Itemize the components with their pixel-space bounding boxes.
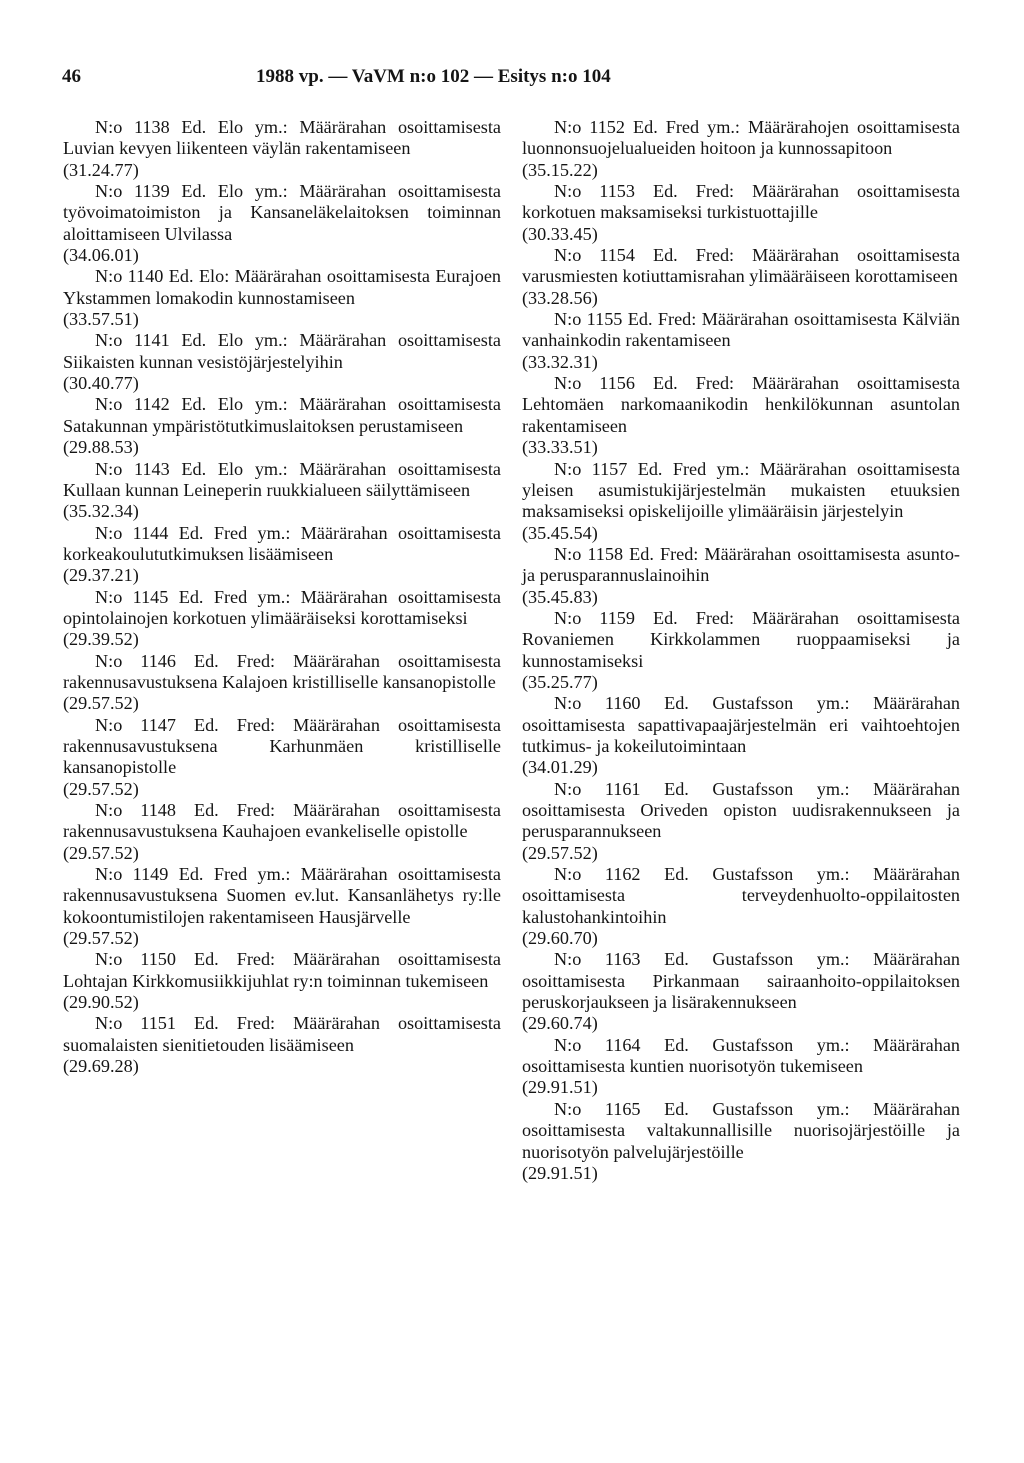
motion-entry: [522, 1099, 960, 1184]
budget-item-code: (34.01.29): [522, 757, 598, 778]
motion-entry: [63, 651, 501, 715]
motion-title: N:o 1165 Ed. Gustafsson ym.: Määrärahan osoittamisesta valtakunnallisille nuorisojärjestöille ja nuorisotyön palvelujärjestöille: [522, 1098, 960, 1162]
motion-title: N:o 1154 Ed. Fred: Määrärahan osoittamisesta varusmiesten kotiuttamisrahan ylimääräiseen korottamiseen: [522, 245, 960, 287]
motion-entry: [63, 266, 501, 330]
motion-entry: [63, 394, 501, 458]
motion-title: N:o 1144 Ed. Fred ym.: Määrärahan osoittamisesta korkeakoulututkimuksen lisäämiseen: [63, 522, 501, 564]
motion-title: N:o 1145 Ed. Fred ym.: Määrärahan osoittamisesta opintolainojen korkotuen ylimääräiseksi korottamiseksi: [63, 586, 501, 628]
motion-entry: [522, 181, 960, 245]
budget-item-code: (29.91.51): [522, 1162, 598, 1183]
motion-entry: [63, 949, 501, 1013]
motion-entry: [522, 309, 960, 373]
motion-entry: [522, 544, 960, 608]
budget-item-code: (33.57.51): [63, 309, 139, 330]
motion-entry: [522, 693, 960, 778]
budget-item-code: (29.37.21): [63, 565, 139, 586]
motion-entry: [63, 459, 501, 523]
motion-title: N:o 1160 Ed. Gustafsson ym.: Määrärahan osoittamisesta sapattivapaajärjestelmän eri vaihtoehtojen tutkimus- ja kokeilutoimintaan: [522, 693, 960, 756]
budget-item-code: (35.32.34): [63, 501, 139, 522]
motion-title: N:o 1152 Ed. Fred ym.: Määrärahojen osoittamisesta luonnonsuojelualueiden hoitoon ja kunnossapitoon: [522, 117, 960, 159]
motion-title: N:o 1163 Ed. Gustafsson ym.: Määrärahan osoittamisesta Pirkanmaan sairaanhoito-oppilaitoksen peruskorjaukseen ja lisärakennukseen: [522, 949, 960, 1013]
budget-item-code: (35.45.83): [522, 586, 598, 607]
budget-item-code: (29.88.53): [63, 437, 139, 458]
budget-item-code: (29.39.52): [63, 629, 139, 650]
motion-entry: [63, 117, 501, 181]
motion-title: N:o 1153 Ed. Fred: Määrärahan osoittamisesta korkotuen maksamiseksi turkistuottajille: [522, 181, 960, 223]
motion-entry: [63, 587, 501, 651]
motion-entry: [522, 373, 960, 458]
page-number: 46: [62, 66, 81, 87]
motion-entry: [522, 459, 960, 544]
motion-title: N:o 1150 Ed. Fred: Määrärahan osoittamisesta Lohtajan Kirkkomusiikkijuhlat ry:n toiminnan tukemiseen: [63, 949, 501, 991]
motion-entry: [63, 1013, 501, 1077]
motion-title: N:o 1142 Ed. Elo ym.: Määrärahan osoittamisesta Satakunnan ympäristötutkimuslaitoksen perustamiseen: [63, 394, 501, 436]
motion-entry: [63, 330, 501, 394]
budget-item-code: (29.57.52): [63, 928, 139, 949]
budget-item-code: (33.28.56): [522, 287, 598, 308]
budget-item-code: (35.15.22): [522, 159, 598, 180]
right-column: [522, 117, 960, 1184]
motion-title: N:o 1146 Ed. Fred: Määrärahan osoittamisesta rakennusavustuksena Kalajoen kristilliselle kansanopistolle: [63, 650, 501, 692]
motion-entry: [63, 864, 501, 949]
motion-entry: [63, 715, 501, 800]
motion-title: N:o 1164 Ed. Gustafsson ym.: Määrärahan osoittamisesta kuntien nuorisotyön tukemiseen: [522, 1034, 960, 1077]
motion-title: N:o 1158 Ed. Fred: Määrärahan osoittamisesta asunto- ja perusparannuslainoihin: [522, 543, 960, 586]
budget-item-code: (30.40.77): [63, 373, 139, 394]
motion-title: N:o 1151 Ed. Fred: Määrärahan osoittamisesta suomalaisten sienitietouden lisäämiseen: [63, 1013, 501, 1055]
motion-title: N:o 1157 Ed. Fred ym.: Määrärahan osoittamisesta yleisen asumistukijärjestelmän mukaisten etuuksien maksamiseksi opiskelijoille ylimääräisin järjestelyin: [522, 458, 960, 522]
motion-title: N:o 1140 Ed. Elo: Määrärahan osoittamisesta Eurajoen Ykstammen lomakodin kunnostamiseen: [63, 266, 501, 308]
motion-entry: [63, 800, 501, 864]
budget-item-code: (30.33.45): [522, 223, 598, 244]
motion-entry: [522, 779, 960, 864]
running-title: 1988 vp. — VaVM n:o 102 — Esitys n:o 104: [256, 66, 611, 87]
budget-item-code: (35.25.77): [522, 671, 598, 692]
budget-item-code: (34.06.01): [63, 245, 139, 266]
page-header: [62, 62, 962, 92]
left-column: [63, 117, 501, 1077]
motion-title: N:o 1159 Ed. Fred: Määrärahan osoittamisesta Rovaniemen Kirkkolammen ruoppaamiseksi ja kunnostamiseksi: [522, 607, 960, 671]
budget-item-code: (29.91.51): [522, 1077, 598, 1098]
motion-title: N:o 1141 Ed. Elo ym.: Määrärahan osoittamisesta Siikaisten kunnan vesistöjärjestelyihin: [63, 330, 501, 372]
motion-entry: [522, 608, 960, 693]
budget-item-code: (29.57.52): [63, 693, 139, 714]
motion-title: N:o 1148 Ed. Fred: Määrärahan osoittamisesta rakennusavustuksena Kauhajoen evankeliselle opistolle: [63, 800, 501, 842]
motion-title: N:o 1149 Ed. Fred ym.: Määrärahan osoittamisesta rakennusavustuksena Suomen ev.lut. Kansanlähetys ry:lle kokoontumistilojen rakentamiseen Hausjärvelle: [63, 864, 501, 927]
motion-title: N:o 1155 Ed. Fred: Määrärahan osoittamisesta Kälviän vanhainkodin rakentamiseen: [522, 309, 960, 351]
motion-entry: [522, 245, 960, 309]
budget-item-code: (33.33.51): [522, 437, 598, 458]
motion-title: N:o 1147 Ed. Fred: Määrärahan osoittamisesta rakennusavustuksena Karhunmäen kristilliselle kansanopistolle: [63, 714, 501, 778]
budget-item-code: (29.57.52): [522, 842, 598, 863]
budget-item-code: (29.60.74): [522, 1013, 598, 1034]
motion-entry: [63, 181, 501, 266]
motion-entry: [522, 949, 960, 1034]
motion-title: N:o 1162 Ed. Gustafsson ym.: Määrärahan osoittamisesta terveydenhuolto-oppilaitosten kalustohankintoihin: [522, 864, 960, 927]
motion-title: N:o 1138 Ed. Elo ym.: Määrärahan osoittamisesta Luvian kevyen liikenteen väylän rakentamiseen: [63, 117, 501, 159]
motion-title: N:o 1143 Ed. Elo ym.: Määrärahan osoittamisesta Kullaan kunnan Leineperin ruukkialueen säilyttämiseen: [63, 458, 501, 500]
motion-entry: [522, 864, 960, 949]
budget-item-code: (31.24.77): [63, 159, 139, 180]
motion-entry: [522, 1035, 960, 1099]
motion-title: N:o 1156 Ed. Fred: Määrärahan osoittamisesta Lehtomäen narkomaanikodin henkilökunnan asuntolan rakentamiseen: [522, 373, 960, 436]
motion-title: N:o 1139 Ed. Elo ym.: Määrärahan osoittamisesta työvoimatoimiston ja Kansaneläkelaitoksen toiminnan aloittamiseen Ulvilassa: [63, 181, 501, 244]
budget-item-code: (35.45.54): [522, 522, 598, 543]
motion-entry: [522, 117, 960, 181]
motion-title: N:o 1161 Ed. Gustafsson ym.: Määrärahan osoittamisesta Oriveden opiston uudisrakennukseen ja perusparannukseen: [522, 778, 960, 842]
budget-item-code: (29.69.28): [63, 1056, 139, 1077]
motion-entry: [63, 523, 501, 587]
budget-item-code: (29.57.52): [63, 778, 139, 799]
budget-item-code: (29.57.52): [63, 842, 139, 863]
budget-item-code: (33.32.31): [522, 351, 598, 372]
budget-item-code: (29.60.70): [522, 928, 598, 949]
budget-item-code: (29.90.52): [63, 992, 139, 1013]
